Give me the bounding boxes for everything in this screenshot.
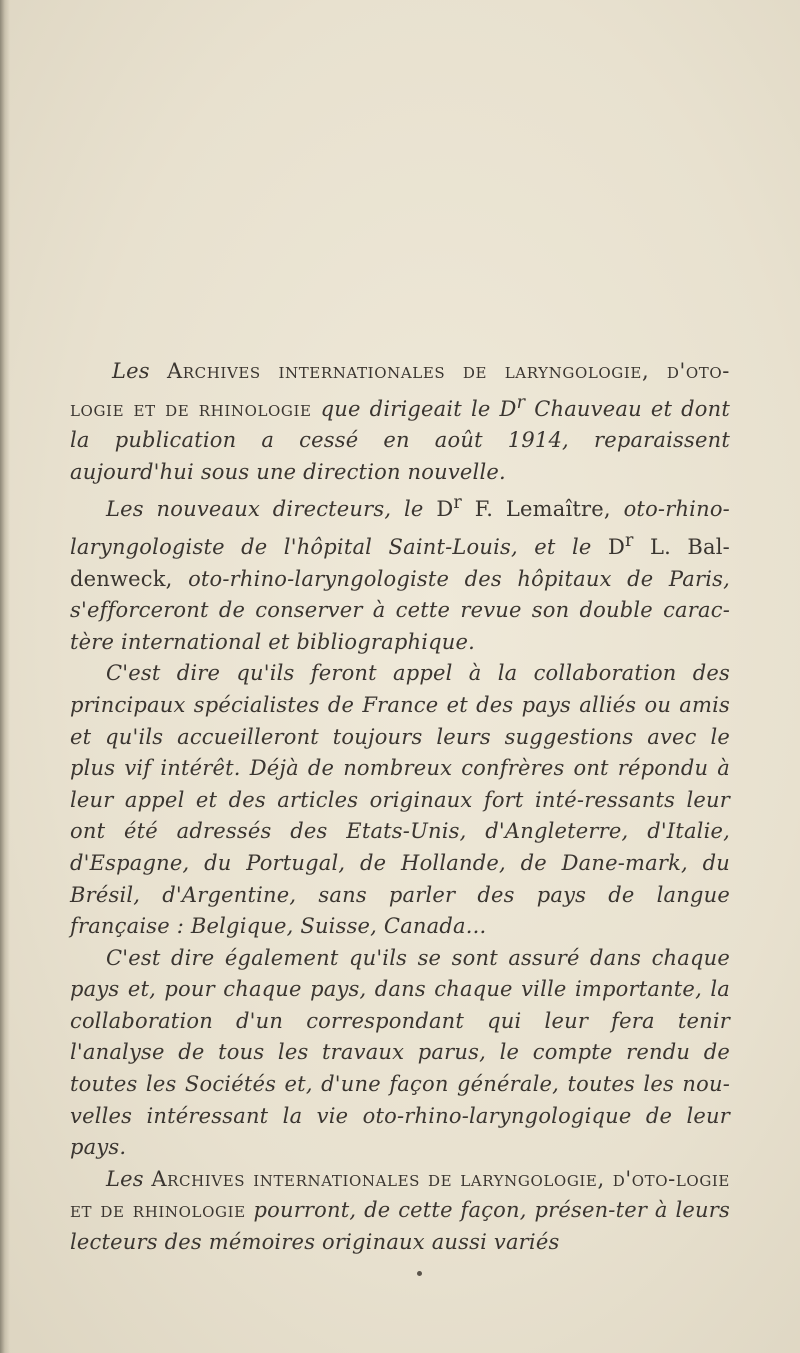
paragraph-2 — [70, 488, 730, 658]
director-name-lemaitre: F. Lemaître, — [474, 497, 611, 522]
paragraph-4: C'est dire également qu'ils se sont assuré dans chaque pays et, pour chaque pays, dans chaque ville importante, la collaboration d'un correspondant qui leur fera tenir l'analyse de tous les travaux parus, le compte rendu de toutes les Sociétés et, d'une façon générale, toutes les nou-velles intéressant la vie oto-rhino-laryngologique de leur pays. — [70, 945, 730, 1160]
doctor-title: $D^r$ — [607, 530, 634, 559]
journal-title: Archives internationales de laryngologie, d'oto-logie et de rhinologie — [70, 359, 730, 421]
page-mark-dot — [417, 1271, 422, 1276]
page-edge-shadow — [0, 0, 10, 1353]
paragraph-2-text: oto-rhino-laryngologiste de l'hôpital Saint-Louis, et le — [70, 497, 730, 559]
director-name-baldenweck: L. Bal-denweck, — [70, 534, 730, 591]
paragraph-5-intro: Les — [106, 1166, 144, 1191]
paragraph-2-intro: Les nouveaux directeurs, le — [106, 497, 424, 522]
superscript-r: r — [516, 392, 526, 413]
paragraph-2-text-end: oto-rhino-laryngologiste des hôpitaux de Paris, s'efforceront de conserver à cette revue son double carac-tère international et bibliographique. — [70, 566, 730, 654]
paragraph-1-text-end: Chauveau et dont la publication a cessé en août 1914, reparaissent aujourd'hui sous une direction nouvelle. — [70, 396, 730, 484]
journal-title: Archives internationales de laryngologie, d'oto-logie et de rhinologie — [70, 1166, 730, 1223]
paragraph-5 — [70, 1164, 730, 1259]
paragraph-1-intro: Les — [112, 359, 150, 383]
paragraph-1 — [70, 356, 730, 488]
doctor-title: $D^r$ — [436, 493, 462, 522]
paragraph-3: C'est dire qu'ils feront appel à la collaboration des principaux spécialistes de France et des pays alliés ou amis et qu'ils accueilleront toujours leurs suggestions avec le plus vif intérêt. Déjà de nombreux confrères ont répondu à leur appel et des articles originaux fort inté-ressants leur ont été adressés des Etats-Unis, d'Angleterre, d'Italie, d'Espagne, du Portugal, de Hollande, de Dane-mark, du Brésil, d'Argentine, sans parler des pays de langue française : Belgique, Suisse, Canada... — [70, 661, 730, 939]
paragraph-1-text: que dirigeait le D — [320, 396, 517, 421]
paragraph-5-text: pourront, de cette façon, présen-ter à leurs lecteurs des mémoires originaux aussi variés — [70, 1198, 730, 1255]
body-text — [70, 356, 730, 1259]
